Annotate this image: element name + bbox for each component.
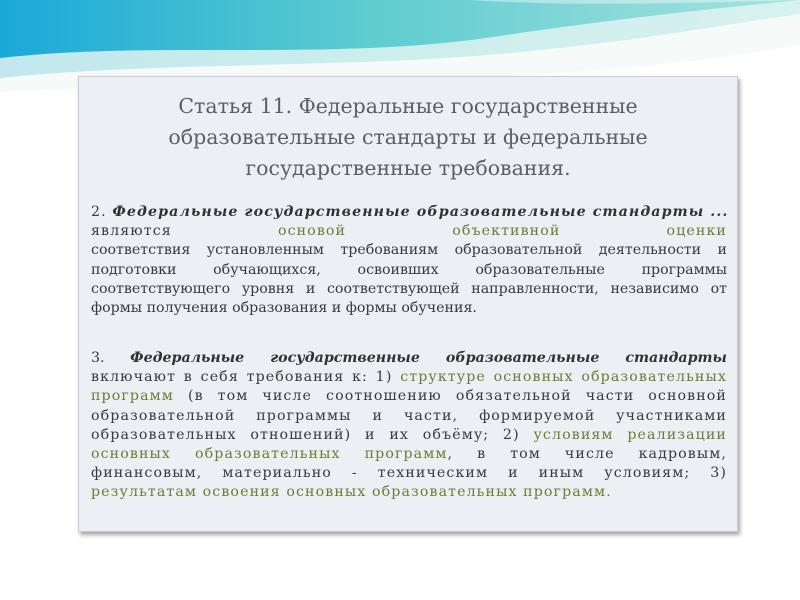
paragraph-text: включают в себя требования к: 1): [91, 369, 393, 386]
paragraph-text: , в том числе кадровым, финансовым, материально - техническим и иным условиям; 3): [91, 446, 727, 482]
paragraph-text: соответствия установленным требованиям образовательной деятельности и подготовки обучающихся, освоивших образовательные программы соответствующего уровня и соответствующей направленности, независимо от формы получения образования и формы обучения.: [91, 242, 727, 317]
paragraph-number: 2.: [91, 204, 107, 220]
link-program-structure[interactable]: структуре основных образовательных программ: [91, 369, 727, 405]
title-line: государственные требования.: [245, 156, 571, 180]
paragraph-bold-lead: Федеральные государственные образовательные стандарты ...: [112, 204, 729, 220]
title-line: образовательные стандарты и федеральные: [168, 125, 648, 149]
document-card: [78, 76, 738, 532]
link-learning-outcomes[interactable]: результатам освоения основных образовательных программ.: [91, 484, 612, 501]
link-implementation-conditions[interactable]: условиям реализации основных образовательных программ: [91, 426, 727, 463]
paragraph-text: являются: [91, 223, 172, 240]
link-objective-assessment[interactable]: основой объективной оценки: [277, 223, 727, 240]
title-line: Статья 11. Федеральные государственные: [178, 94, 638, 118]
article-title: [79, 91, 737, 184]
paragraph-number: 3.: [91, 350, 105, 366]
paragraph-2: [91, 203, 727, 318]
paragraph-bold-lead: Федеральные государственные образовательные стандарты: [130, 350, 727, 366]
paragraph-3: [91, 349, 727, 503]
paragraph-text: (в том числе соотношению обязательной части основной образовательной программы и части, формируемой участниками образовательных отношений) и их объёму; 2): [91, 388, 727, 443]
